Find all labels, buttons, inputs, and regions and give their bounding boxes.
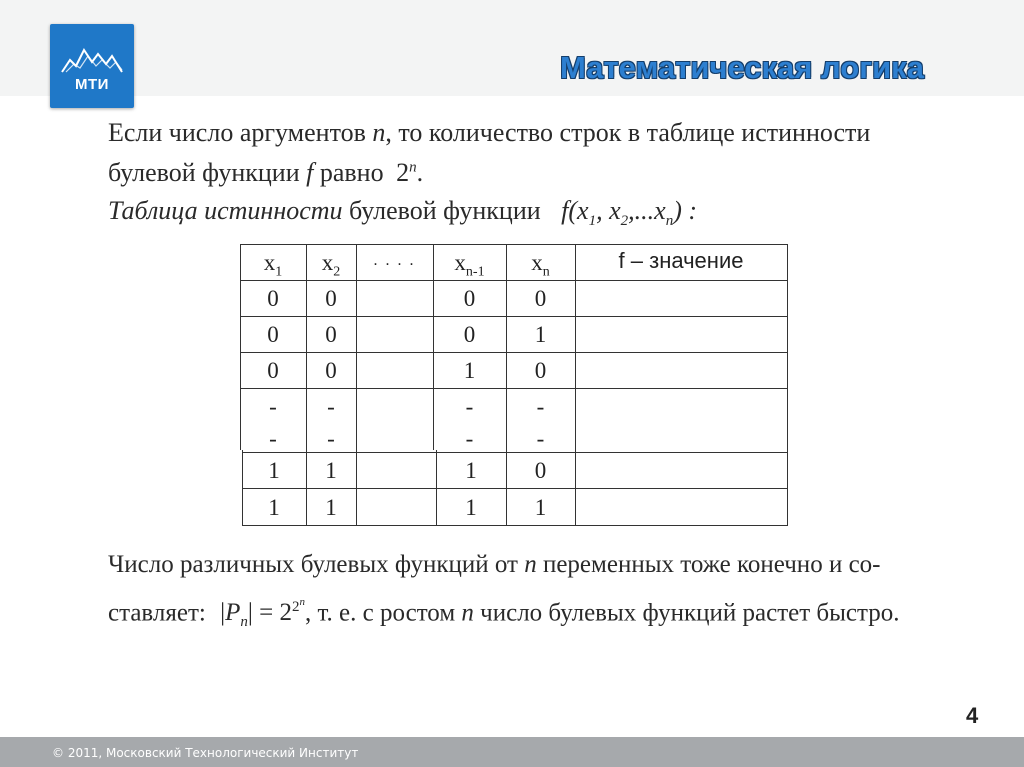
text-segment: .: [416, 158, 424, 187]
text-segment: булевой функции: [349, 196, 541, 225]
table-cell: 1: [325, 458, 337, 483]
table-cell: 0: [534, 286, 547, 311]
var-n: n: [461, 599, 474, 627]
header-ellipsis: . . . .: [373, 252, 416, 269]
header-xn-1: $x_{n-1}$: [454, 250, 485, 280]
text-segment: ставляет:: [108, 599, 206, 627]
table-cell: 1: [268, 458, 280, 483]
pow-base: 2: [396, 158, 410, 187]
text-segment: число булевых функций растет быстро.: [480, 599, 900, 627]
var-n: n: [372, 118, 386, 147]
table-cell: 0: [267, 286, 279, 311]
header-x2: $x_2$: [321, 250, 341, 280]
paragraph-line-2: [108, 160, 423, 186]
text-segment: , то количество строк в таблице истинности: [385, 118, 871, 147]
var-n: n: [524, 551, 537, 578]
table-cell: -: [465, 426, 474, 451]
table-cell: -: [269, 394, 277, 419]
table-cell: -: [269, 426, 277, 451]
text-segment: Если число аргументов: [108, 118, 366, 147]
table-cell: -: [536, 426, 545, 451]
text-segment: Таблица истинности: [108, 196, 343, 225]
table-cell: 1: [534, 495, 547, 520]
header-xn: $x_n$: [531, 250, 550, 280]
text-segment: булевой функции: [108, 158, 300, 187]
truth-table: [240, 244, 788, 526]
table-cell: 0: [267, 322, 279, 347]
table-cell: 1: [463, 358, 476, 383]
var-f: f: [306, 158, 314, 187]
table-cell: 0: [463, 322, 476, 347]
footer-copyright: © 2011, Московский Технологический Институт: [52, 746, 359, 760]
table-cell: -: [327, 426, 335, 451]
table-cell: 0: [325, 286, 337, 311]
footer-bar: [0, 737, 1024, 767]
table-cell: 0: [534, 358, 547, 383]
power-expression: [396, 158, 417, 187]
header-f-value: f – значение: [618, 248, 744, 273]
mountains-icon: [50, 24, 134, 108]
table-cell: 0: [325, 322, 337, 347]
table-cell: 1: [534, 322, 547, 347]
paragraph-line-1: [108, 120, 870, 146]
table-cell: -: [465, 394, 474, 419]
table-cell: -: [327, 394, 335, 419]
logo-text: МТИ: [75, 76, 109, 93]
pow-exp: n: [409, 159, 417, 176]
slide-title: Математическая логика: [560, 50, 924, 85]
bottom-line-1: [108, 552, 881, 577]
table-cell: 0: [325, 358, 337, 383]
text-segment: Число различных булевых функций от: [108, 551, 518, 578]
table-cell: 0: [463, 286, 476, 311]
header-x1: $x_1$: [263, 250, 283, 280]
text-segment: , т. е. с ростом: [305, 599, 456, 627]
logo: [50, 24, 134, 108]
table-cell: -: [536, 394, 545, 419]
paragraph-line-3: [108, 198, 697, 229]
page-number: 4: [966, 703, 979, 728]
text-segment: переменных тоже конечно и со-: [542, 551, 881, 578]
table-cell: 1: [325, 495, 337, 520]
table-cell: 0: [534, 458, 547, 483]
formula: $f(x_1$, $x_2,...x_n$) :: [561, 196, 698, 230]
count-formula: $|P_n| = 2^{2^n}$: [220, 596, 305, 631]
table-cell: 1: [268, 495, 280, 520]
table-cell: 0: [267, 358, 279, 383]
bottom-line-2: [108, 597, 900, 630]
text-segment: равно: [319, 158, 384, 187]
table-cell: 1: [465, 458, 477, 483]
table-cell: 1: [465, 495, 477, 520]
